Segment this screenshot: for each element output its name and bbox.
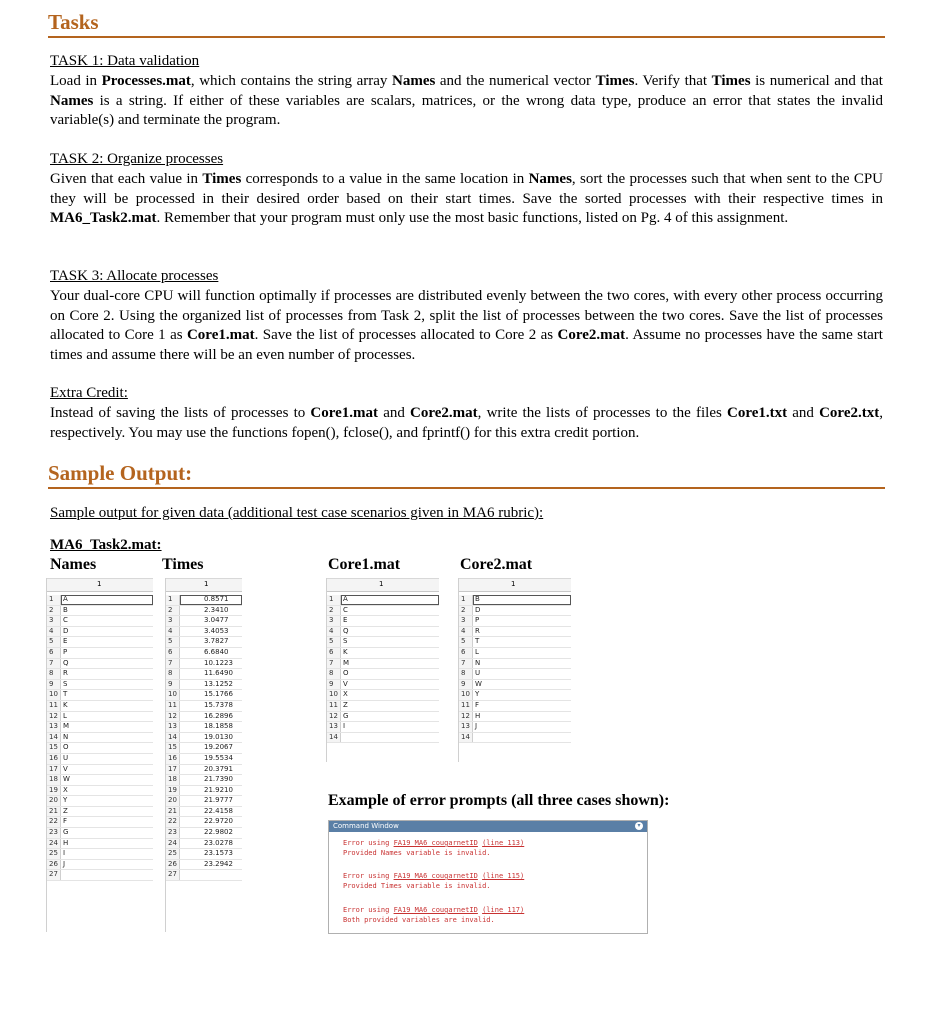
sample-heading-rule <box>48 487 885 489</box>
table-row[interactable] <box>327 669 439 680</box>
table-row[interactable] <box>166 807 242 818</box>
row-index: 6 <box>47 648 61 658</box>
cell-value: 20.3791 <box>204 764 233 773</box>
table-row[interactable] <box>47 648 153 659</box>
cell-value: X <box>63 785 68 794</box>
table-row[interactable] <box>47 796 153 807</box>
command-window-titlebar <box>329 821 647 832</box>
cell-value: K <box>343 647 348 656</box>
row-index: 3 <box>327 616 341 626</box>
table-row[interactable] <box>327 690 439 701</box>
table-row[interactable] <box>166 860 242 871</box>
cell-value: O <box>343 669 349 678</box>
row-index: 14 <box>327 733 341 743</box>
table-row[interactable] <box>166 733 242 744</box>
row-index: 24 <box>166 839 180 849</box>
cell-value: 19.2067 <box>204 743 233 752</box>
cell-value: 21.9210 <box>204 785 233 794</box>
cell-value: 15.1766 <box>204 690 233 699</box>
row-index: 4 <box>166 627 180 637</box>
row-index: 21 <box>47 807 61 817</box>
table-row[interactable] <box>327 722 439 733</box>
table-row[interactable] <box>166 712 242 723</box>
error-message-both: Both provided variables are invalid. <box>343 916 495 924</box>
cell-value: Y <box>475 690 480 699</box>
cell-value: C <box>63 616 68 625</box>
row-index: 10 <box>459 690 473 700</box>
extra-credit-title: Extra Credit: <box>50 385 128 401</box>
row-index: 5 <box>166 637 180 647</box>
error-message-times: Provided Times variable is invalid. <box>343 882 491 890</box>
table-row[interactable] <box>166 627 242 638</box>
row-index: 13 <box>166 722 180 732</box>
row-index: 17 <box>47 765 61 775</box>
sample-intro: Sample output for given data (additional test case scenarios given in MA6 rubric): <box>50 505 544 521</box>
table-row[interactable] <box>166 680 242 691</box>
table-row[interactable] <box>166 595 242 606</box>
row-index: 14 <box>166 733 180 743</box>
table-row[interactable] <box>47 765 153 776</box>
cell-value: H <box>475 711 481 720</box>
cell-value: Q <box>63 658 69 667</box>
cell-value: P <box>475 616 480 625</box>
cell-value: 21.9777 <box>204 796 233 805</box>
cell-value: A <box>343 595 348 603</box>
cell-value: E <box>343 616 348 625</box>
row-index: 12 <box>459 712 473 722</box>
cell-value: X <box>343 690 348 699</box>
row-index: 2 <box>459 606 473 616</box>
row-index: 2 <box>327 606 341 616</box>
row-index: 16 <box>166 754 180 764</box>
row-index: 6 <box>459 648 473 658</box>
cell-value: Z <box>63 806 68 815</box>
row-index: 23 <box>166 828 180 838</box>
row-index: 2 <box>47 606 61 616</box>
cell-value: 10.1223 <box>204 658 233 667</box>
row-index: 10 <box>47 690 61 700</box>
tasks-heading-rule <box>48 36 885 38</box>
row-index: 3 <box>166 616 180 626</box>
row-index: 1 <box>459 595 473 605</box>
table-row[interactable] <box>327 680 439 691</box>
cell-value: Q <box>343 626 349 635</box>
row-index: 11 <box>166 701 180 711</box>
table-row[interactable] <box>166 659 242 670</box>
selected-cell[interactable] <box>341 595 439 605</box>
task1-title: TASK 1: Data validation <box>50 53 200 69</box>
row-index: 9 <box>459 680 473 690</box>
table-row[interactable] <box>166 775 242 786</box>
row-index: 9 <box>47 680 61 690</box>
core2-header: Core2.mat <box>460 556 533 573</box>
chevron-down-icon[interactable]: ▾ <box>635 822 643 830</box>
table-row[interactable] <box>166 839 242 850</box>
cell-value: K <box>63 700 68 709</box>
times-variable-grid[interactable] <box>165 578 242 932</box>
row-index: 8 <box>327 669 341 679</box>
cell-value: 13.1252 <box>204 679 233 688</box>
table-row[interactable] <box>47 627 153 638</box>
table-row[interactable] <box>327 733 439 744</box>
table-row[interactable] <box>166 616 242 627</box>
table-row[interactable] <box>327 627 439 638</box>
row-index: 4 <box>47 627 61 637</box>
cell-value: F <box>63 817 68 826</box>
error-function-link[interactable]: FA19_MA6_cougarnetID <box>393 906 478 914</box>
row-index: 15 <box>47 743 61 753</box>
cell-value: N <box>475 658 481 667</box>
row-index: 25 <box>47 849 61 859</box>
cell-value: G <box>343 711 349 720</box>
table-row[interactable] <box>327 701 439 712</box>
command-window[interactable] <box>328 820 648 934</box>
row-index: 11 <box>459 701 473 711</box>
cell-value: Z <box>343 700 348 709</box>
table-row[interactable] <box>47 786 153 797</box>
cell-value: I <box>63 849 66 858</box>
row-index: 16 <box>47 754 61 764</box>
cell-value: R <box>475 626 480 635</box>
cell-value: P <box>63 647 68 656</box>
cell-value: 2.3410 <box>204 605 229 614</box>
core2-variable-grid[interactable] <box>458 578 571 762</box>
cell-value: 3.7827 <box>204 637 229 646</box>
table-row[interactable] <box>47 807 153 818</box>
task2-file-label: MA6_Task2.mat: <box>50 537 162 553</box>
row-index: 2 <box>166 606 180 616</box>
error-line-link[interactable]: (line 115) <box>482 872 525 880</box>
table-row[interactable] <box>166 870 242 881</box>
cell-value: 3.0477 <box>204 616 229 625</box>
grid-column-header <box>166 578 242 592</box>
cell-value: Y <box>63 796 68 805</box>
cell-value: 11.6490 <box>204 669 233 678</box>
row-index: 14 <box>47 733 61 743</box>
table-row[interactable] <box>47 828 153 839</box>
row-index: 6 <box>327 648 341 658</box>
table-row[interactable] <box>459 701 571 712</box>
cell-value: 23.1573 <box>204 849 233 858</box>
grid-column-header <box>47 578 153 592</box>
grid-column-header <box>327 578 439 592</box>
row-index: 5 <box>47 637 61 647</box>
row-index: 10 <box>327 690 341 700</box>
row-index: 5 <box>327 637 341 647</box>
cell-value: B <box>475 595 480 603</box>
table-row[interactable] <box>459 690 571 701</box>
table-row[interactable] <box>166 669 242 680</box>
error-examples-heading: Example of error prompts (all three cases shown): <box>328 792 670 809</box>
cell-value: W <box>63 775 70 784</box>
row-index: 12 <box>166 712 180 722</box>
row-index: 10 <box>166 690 180 700</box>
table-row[interactable] <box>47 669 153 680</box>
cell-value: 23.0278 <box>204 838 233 847</box>
row-index: 8 <box>47 669 61 679</box>
cell-value: M <box>63 722 70 731</box>
cell-value: L <box>475 647 479 656</box>
table-row[interactable] <box>47 733 153 744</box>
table-row[interactable] <box>166 828 242 839</box>
cell-value: 22.9720 <box>204 817 233 826</box>
table-row[interactable] <box>459 669 571 680</box>
row-index: 14 <box>459 733 473 743</box>
row-index: 15 <box>166 743 180 753</box>
error-line-both: Error using FA19_MA6_cougarnetID (line 117) <box>343 906 525 914</box>
cell-value: S <box>63 679 68 688</box>
table-row[interactable] <box>47 680 153 691</box>
cell-value: T <box>475 637 480 646</box>
table-row[interactable] <box>459 680 571 691</box>
cell-value: B <box>63 605 68 614</box>
row-index: 11 <box>47 701 61 711</box>
table-row[interactable] <box>166 849 242 860</box>
task1-body: Load in Processes.mat, which contains the string array Names and the numerical vector Times. Verify that Times is numerical and that Names is a string. If either of these variables are scalars, matrices, or the wrong data type, produce an error that states the invalid variable(s) and terminate the program. <box>50 73 883 128</box>
error-line-link[interactable]: (line 113) <box>482 839 525 847</box>
cell-value: U <box>475 669 481 678</box>
cell-value: 16.2896 <box>204 711 233 720</box>
table-row[interactable] <box>47 701 153 712</box>
table-row[interactable] <box>47 606 153 617</box>
cell-value: 18.1858 <box>204 722 233 731</box>
table-row[interactable] <box>166 722 242 733</box>
table-row[interactable] <box>327 595 439 606</box>
tasks-heading: Tasks <box>48 10 99 34</box>
row-index: 22 <box>166 817 180 827</box>
task2-body: Given that each value in Times corresponds to a value in the same location in Names, sort the processes such that when sent to the CPU they will be processed in their desired order based on their start times. Save the sorted processes with their respective times in MA6_Task2.mat. Remember that your program must only use the most basic functions, listed on Pg. 4 of this assignment. <box>50 171 883 226</box>
row-index: 19 <box>166 786 180 796</box>
table-row[interactable] <box>47 616 153 627</box>
column-index-label: 1 <box>511 580 516 588</box>
table-row[interactable] <box>459 606 571 617</box>
cell-value: E <box>63 637 68 646</box>
task3-body: Your dual-core CPU will function optimally if processes are distributed evenly between the two cores, with every other process occurring on Core 2. Using the organized list of processes from Task 2, split the list of processes between the two cores. Save the list of processes allocated to Core 1 as Core1.mat. Save the list of processes allocated to Core 2 as Core2.mat. Assume no processes have the same start times and assume there will be an even number of processes. <box>50 288 883 363</box>
core1-variable-grid[interactable] <box>326 578 439 762</box>
table-row[interactable] <box>47 870 153 881</box>
cell-value: 22.4158 <box>204 806 233 815</box>
row-index: 26 <box>47 860 61 870</box>
table-row[interactable] <box>166 701 242 712</box>
cell-value: R <box>63 669 68 678</box>
table-row[interactable] <box>166 817 242 828</box>
row-index: 19 <box>47 786 61 796</box>
row-index: 17 <box>166 765 180 775</box>
row-index: 1 <box>327 595 341 605</box>
table-row[interactable] <box>47 595 153 606</box>
cell-value: 21.7390 <box>204 775 233 784</box>
table-row[interactable] <box>47 690 153 701</box>
table-row[interactable] <box>47 743 153 754</box>
row-index: 22 <box>47 817 61 827</box>
row-index: 13 <box>47 722 61 732</box>
grid-column-header <box>459 578 571 592</box>
table-row[interactable] <box>166 637 242 648</box>
row-index: 13 <box>327 722 341 732</box>
error-function-link[interactable]: FA19_MA6_cougarnetID <box>393 872 478 880</box>
names-variable-grid[interactable] <box>46 578 153 932</box>
cell-value: T <box>63 690 68 699</box>
table-row[interactable] <box>459 659 571 670</box>
table-row[interactable] <box>166 606 242 617</box>
row-index: 6 <box>166 648 180 658</box>
cell-value: A <box>63 595 68 603</box>
cell-value: 19.0130 <box>204 732 233 741</box>
row-index: 7 <box>327 659 341 669</box>
cell-value: G <box>63 828 69 837</box>
cell-value: L <box>63 711 67 720</box>
names-header: Names <box>50 556 97 573</box>
table-row[interactable] <box>327 712 439 723</box>
cell-value: W <box>475 679 482 688</box>
cell-value: V <box>343 679 348 688</box>
cell-value: J <box>475 722 478 731</box>
table-row[interactable] <box>47 849 153 860</box>
row-index: 27 <box>47 870 61 880</box>
row-index: 25 <box>166 849 180 859</box>
table-row[interactable] <box>166 786 242 797</box>
table-row[interactable] <box>166 648 242 659</box>
row-index: 4 <box>459 627 473 637</box>
row-index: 24 <box>47 839 61 849</box>
table-row[interactable] <box>47 712 153 723</box>
table-row[interactable] <box>47 860 153 871</box>
row-index: 1 <box>166 595 180 605</box>
row-index: 1 <box>47 595 61 605</box>
row-index: 5 <box>459 637 473 647</box>
table-row[interactable] <box>459 616 571 627</box>
cell-value: 15.7378 <box>204 700 233 709</box>
table-row[interactable] <box>47 754 153 765</box>
row-index: 13 <box>459 722 473 732</box>
error-message-names: Provided Names variable is invalid. <box>343 849 491 857</box>
times-header: Times <box>162 556 204 573</box>
row-index: 12 <box>327 712 341 722</box>
row-index: 26 <box>166 860 180 870</box>
core1-header: Core1.mat <box>328 556 401 573</box>
task3-title: TASK 3: Allocate processes <box>50 268 219 284</box>
table-row[interactable] <box>166 754 242 765</box>
column-index-label: 1 <box>204 580 209 588</box>
table-row[interactable] <box>47 817 153 828</box>
cell-value: D <box>475 605 481 614</box>
cell-value: 23.2942 <box>204 859 233 868</box>
row-index: 7 <box>166 659 180 669</box>
selected-cell[interactable] <box>61 595 153 605</box>
cell-value: D <box>63 626 69 635</box>
table-row[interactable] <box>327 659 439 670</box>
row-index: 18 <box>166 775 180 785</box>
row-index: 7 <box>459 659 473 669</box>
table-row[interactable] <box>459 712 571 723</box>
table-row[interactable] <box>327 606 439 617</box>
table-row[interactable] <box>459 627 571 638</box>
cell-value: O <box>63 743 69 752</box>
cell-value: J <box>63 859 66 868</box>
table-row[interactable] <box>327 648 439 659</box>
table-row[interactable] <box>47 775 153 786</box>
table-row[interactable] <box>327 616 439 627</box>
row-index: 3 <box>47 616 61 626</box>
column-index-label: 1 <box>379 580 384 588</box>
table-row[interactable] <box>47 839 153 850</box>
table-row[interactable] <box>459 595 571 606</box>
table-row[interactable] <box>47 637 153 648</box>
cell-value: H <box>63 838 69 847</box>
error-line-times: Error using FA19_MA6_cougarnetID (line 115) <box>343 872 525 880</box>
row-index: 21 <box>166 807 180 817</box>
row-index: 18 <box>47 775 61 785</box>
table-row[interactable] <box>166 690 242 701</box>
row-index: 9 <box>166 680 180 690</box>
table-row[interactable] <box>459 722 571 733</box>
row-index: 9 <box>327 680 341 690</box>
row-index: 20 <box>166 796 180 806</box>
row-index: 12 <box>47 712 61 722</box>
row-index: 27 <box>166 870 180 880</box>
cell-value: N <box>63 732 69 741</box>
cell-value: 0.8571 <box>204 595 229 603</box>
row-index: 4 <box>327 627 341 637</box>
table-row[interactable] <box>47 659 153 670</box>
extra-credit-body: Instead of saving the lists of processes to Core1.mat and Core2.mat, write the lists of processes to the files Core1.txt and Core2.txt, respectively. You may use the functions fopen(), fclose(), and fprintf() for this extra credit portion. <box>50 405 883 441</box>
cell-value: 3.4053 <box>204 626 229 635</box>
command-window-title: Command Window <box>333 822 399 830</box>
selected-cell[interactable] <box>473 595 571 605</box>
row-index: 11 <box>327 701 341 711</box>
cell-value: M <box>343 658 350 667</box>
cell-value: C <box>343 605 348 614</box>
table-row[interactable] <box>166 765 242 776</box>
column-index-label: 1 <box>97 580 102 588</box>
cell-value: U <box>63 753 69 762</box>
row-index: 3 <box>459 616 473 626</box>
table-row[interactable] <box>459 637 571 648</box>
table-row[interactable] <box>166 796 242 807</box>
row-index: 20 <box>47 796 61 806</box>
cell-value: I <box>343 722 346 731</box>
table-row[interactable] <box>47 722 153 733</box>
table-row[interactable] <box>459 733 571 744</box>
table-row[interactable] <box>327 637 439 648</box>
error-line-names: Error using FA19_MA6_cougarnetID (line 113) <box>343 839 525 847</box>
sample-output-heading: Sample Output: <box>48 461 193 485</box>
cell-value: 22.9802 <box>204 828 233 837</box>
row-index: 23 <box>47 828 61 838</box>
error-line-link[interactable]: (line 117) <box>482 906 525 914</box>
table-row[interactable] <box>166 743 242 754</box>
task2-title: TASK 2: Organize processes <box>50 151 224 167</box>
cell-value: F <box>475 700 480 709</box>
row-index: 8 <box>459 669 473 679</box>
cell-value: 19.5534 <box>204 753 233 762</box>
row-index: 8 <box>166 669 180 679</box>
cell-value: V <box>63 764 68 773</box>
cell-value: S <box>343 637 348 646</box>
row-index: 7 <box>47 659 61 669</box>
table-row[interactable] <box>459 648 571 659</box>
error-function-link[interactable]: FA19_MA6_cougarnetID <box>393 839 478 847</box>
cell-value: 6.6840 <box>204 647 229 656</box>
